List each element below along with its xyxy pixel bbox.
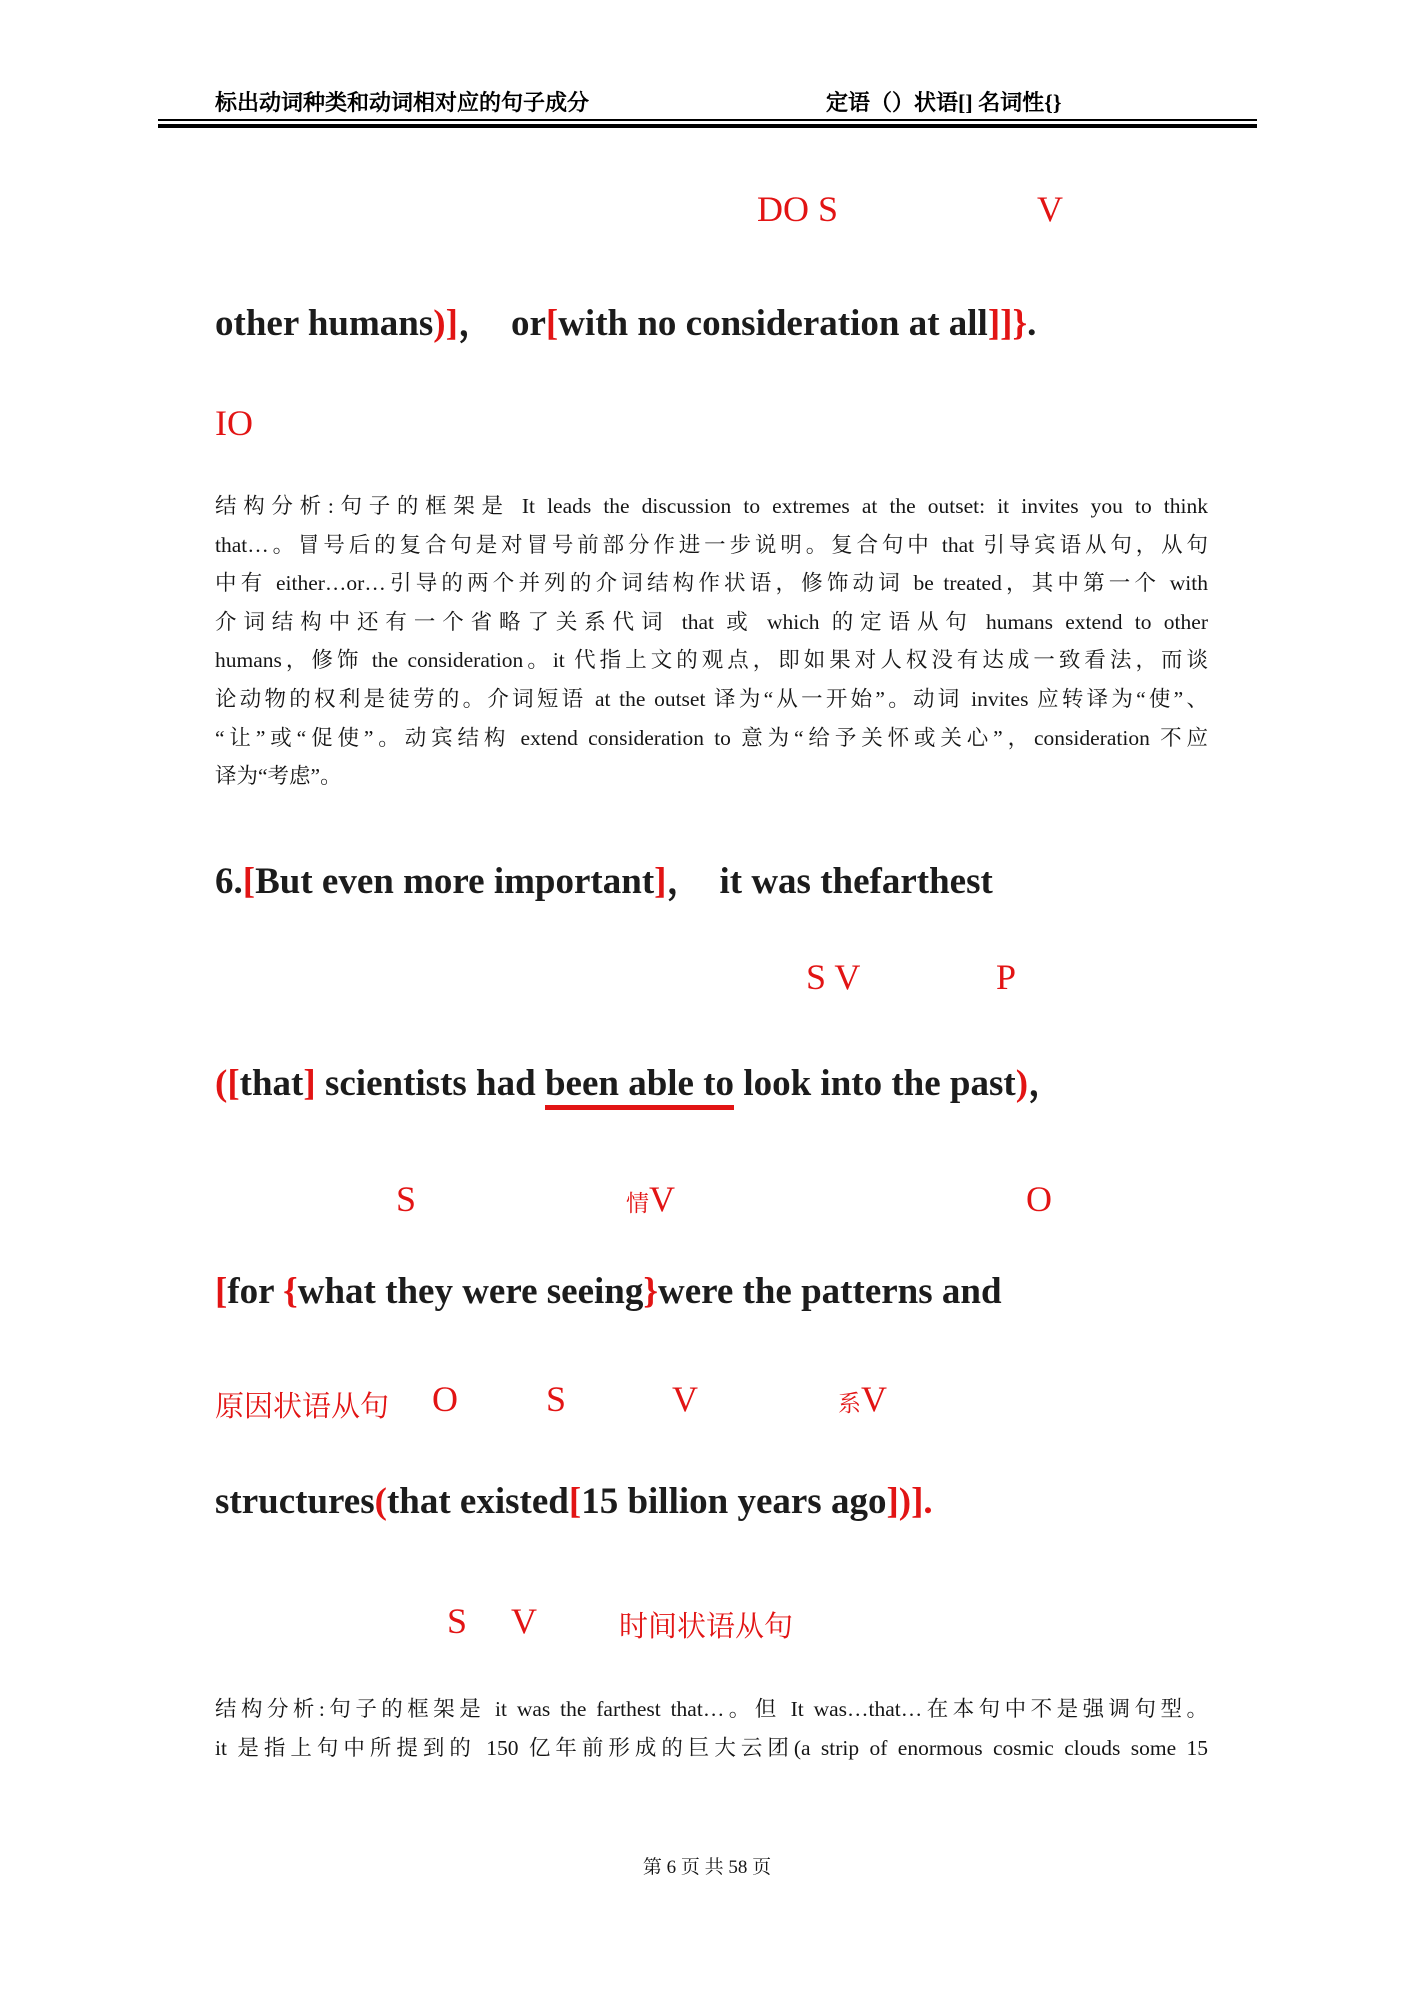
text-segment: structures (215, 1481, 375, 1522)
bracket-segment: )] (433, 303, 458, 344)
annotation-time-adverbial-clause: 时间状语从句 (619, 1611, 794, 1643)
analysis-line: “让”或“促使”。动宾结构 extend consideration to 意为“给予关怀或关心”，consideration 不应 (215, 725, 1208, 750)
bracket-segment: [ (545, 303, 559, 344)
sentence-6-heading (215, 850, 993, 904)
text-segment: . (1027, 303, 1037, 344)
annotation-v: V (511, 1601, 537, 1641)
annotation-o: O (432, 1379, 458, 1419)
annotation-do-s: DO S (757, 189, 839, 229)
page-number-footer: 第 6 页 共 58 页 (642, 1857, 772, 1878)
text-segment: ， (666, 861, 704, 902)
text-segment: 15 billion years ago (581, 1481, 887, 1522)
sentence-line-2 (215, 1052, 1065, 1106)
bracket-segment: [ (215, 1271, 228, 1312)
analysis-line: humans，修饰 the consideration。it 代指上文的观点，即如果对人权没有达成一致看法，而谈 (215, 648, 1208, 673)
text-segment: that (239, 1063, 304, 1104)
analysis-line: it 是指上句中所提到的 150 亿年前形成的巨大云团(a strip of enormous cosmic clouds some 15 (215, 1735, 1208, 1760)
bracket-segment: { (283, 1271, 298, 1312)
text-segment: 6. (215, 861, 243, 902)
annotation-v: V (672, 1379, 698, 1419)
text-segment: that existed (386, 1481, 569, 1522)
bracket-segment: } (643, 1271, 658, 1312)
bracket-segment: ] (303, 1063, 316, 1104)
text-segment: it was thefarthest (719, 861, 993, 902)
analysis-line: 中有 either…or…引导的两个并列的介词结构作状语，修饰动词 be treated，其中第一个 with (215, 571, 1208, 596)
annotation-s: S (396, 1179, 417, 1219)
analysis-line: 论动物的权利是徒劳的。介词短语 at the outset 译为“从一开始”。动词 invites 应转译为“使”、 (215, 686, 1208, 711)
analysis-line: that…。冒号后的复合句是对冒号前部分作进一步说明。复合句中 that 引导宾语从句，从句 (215, 532, 1208, 557)
annotation-v: V (649, 1179, 675, 1219)
bracket-segment: ]]} (987, 303, 1028, 344)
analysis-paragraph-2 (215, 1690, 1208, 1767)
bracket-segment: ( (374, 1481, 387, 1522)
text-segment: what they were seeing (297, 1271, 644, 1312)
analysis-line: 介词结构中还有一个省略了关系代词 that 或 which 的定语从句 humans extend to other (215, 609, 1208, 634)
analysis-line: 译为“考虑”。 (215, 764, 342, 789)
annotation-o: O (1026, 1179, 1052, 1219)
text-segment: But even more important (255, 861, 655, 902)
annotation-qing: 情 (626, 1191, 649, 1216)
annotation-qing-v (626, 1178, 675, 1220)
text-segment: other humans (215, 303, 434, 344)
analysis-line: 结构分析:句子的框架是 it was the farthest that…。但 It was…that…在本句中不是强调句型。 (215, 1697, 1208, 1721)
annotation-v: V (1037, 189, 1063, 229)
annotation-xi: 系 (838, 1391, 861, 1416)
analysis-paragraph-1 (215, 487, 1208, 796)
text-segment: ， (1028, 1063, 1066, 1104)
text-segment: ， (457, 303, 495, 344)
bracket-segment: ] (654, 861, 667, 902)
text-segment: or (510, 303, 546, 344)
text-segment: look into the past (734, 1063, 1016, 1104)
annotation-s-v: S V (806, 957, 861, 997)
analysis-line: 结构分析:句子的框架是 It leads the discussion to extremes at the outset: it invites you to think (215, 494, 1208, 518)
sentence-line-1 (215, 292, 1036, 346)
header-right-text: 定语（）状语[] 名词性{} (826, 90, 1062, 115)
bracket-segment: ([ (215, 1063, 240, 1104)
bracket-segment: ])]. (886, 1481, 933, 1522)
underlined-text-segment: been able to (545, 1063, 734, 1110)
bracket-segment: [ (242, 861, 256, 902)
annotation-s: S (447, 1601, 468, 1641)
sentence-line-4 (215, 1480, 933, 1523)
text-segment: scientists had (315, 1063, 545, 1104)
text-segment: for (227, 1271, 284, 1312)
text-segment: were the patterns and (657, 1271, 1002, 1312)
annotation-s: S (546, 1379, 567, 1419)
header-left-text: 标出动词种类和动词相对应的句子成分 (215, 90, 590, 115)
annotation-v: V (861, 1379, 887, 1419)
annotation-io: IO (215, 403, 253, 443)
header-divider (158, 119, 1257, 128)
annotation-xi-v (838, 1378, 887, 1420)
annotation-reason-adverbial-clause: 原因状语从句 (215, 1391, 390, 1423)
text-segment: with no consideration at all (558, 303, 988, 344)
annotation-p: P (996, 957, 1017, 997)
bracket-segment: [ (568, 1481, 582, 1522)
bracket-segment: ) (1015, 1063, 1029, 1104)
sentence-line-3 (215, 1270, 1002, 1313)
